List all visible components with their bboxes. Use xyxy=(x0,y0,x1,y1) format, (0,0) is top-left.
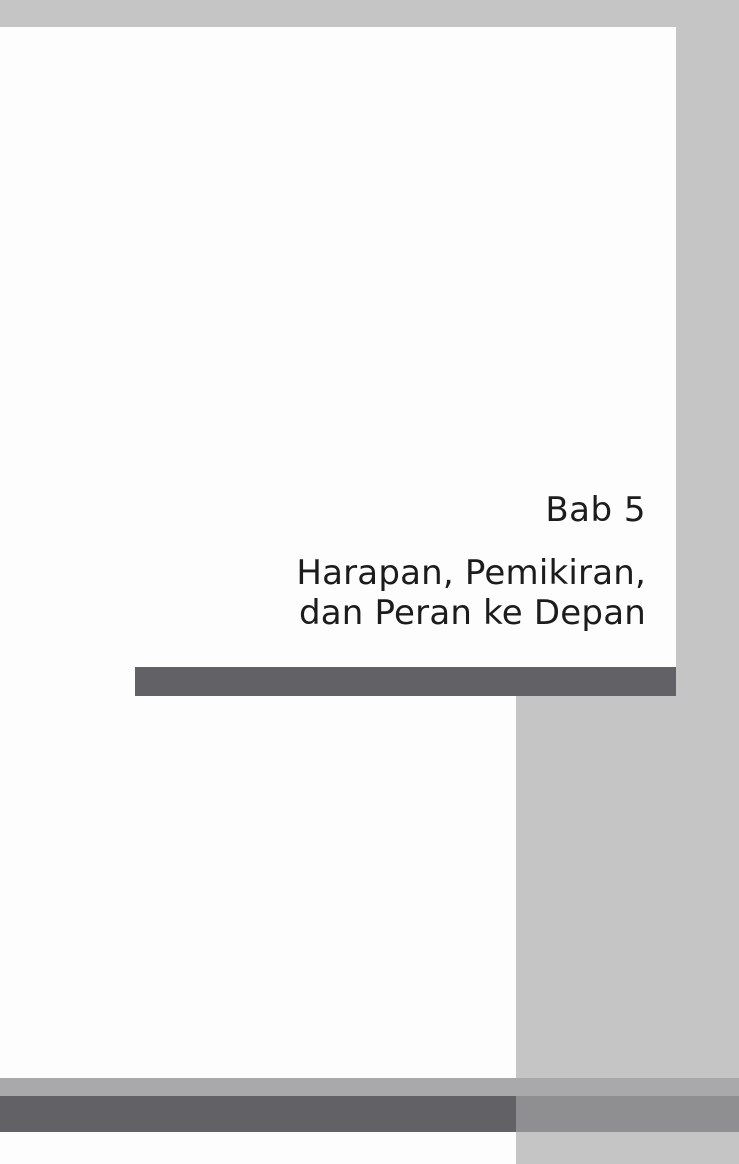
footer-light-strip xyxy=(0,1078,739,1096)
top-gray-band xyxy=(0,0,739,27)
footer-bottom-right-block xyxy=(516,1132,739,1164)
chapter-title-line-2: dan Peran ke Depan xyxy=(298,593,646,633)
chapter-title xyxy=(226,553,646,633)
footer-dark-strip xyxy=(0,1096,516,1132)
chapter-heading xyxy=(226,489,646,633)
right-gray-band-lower xyxy=(516,696,739,1078)
chapter-title-line-1: Harapan, Pemikiran, xyxy=(296,553,646,593)
right-gray-band-upper xyxy=(676,27,739,696)
chapter-number: Bab 5 xyxy=(545,490,646,530)
footer-mid-strip xyxy=(516,1096,739,1132)
title-underline-bar xyxy=(135,667,676,696)
